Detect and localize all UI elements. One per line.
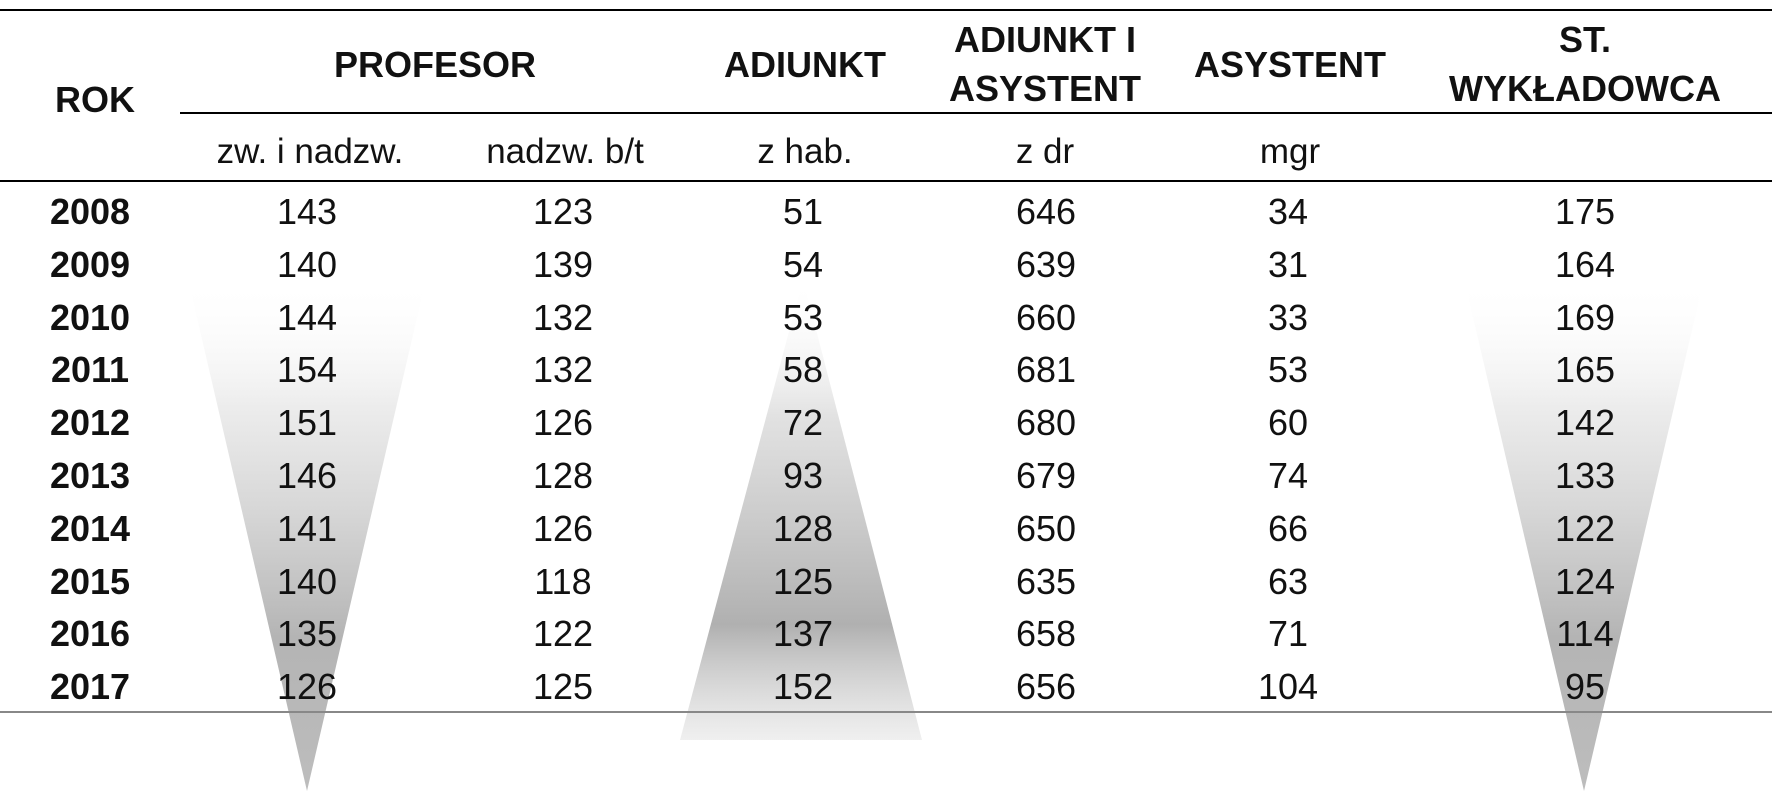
cell-2015-st-wykladowca: 124 bbox=[1554, 560, 1616, 602]
cell-2013-zw-nadzw: 146 bbox=[276, 455, 338, 496]
year-label-2011: 2011 bbox=[50, 349, 130, 391]
cell-2014-nadzw-bt: 126 bbox=[532, 507, 594, 549]
cell-2012-z-dr: 680 bbox=[1015, 402, 1077, 444]
cell-2013-z-dr: 679 bbox=[1015, 455, 1077, 496]
cell-2017-zw-nadzw: 126 bbox=[276, 666, 338, 708]
cell-2008-nadzw-bt: 123 bbox=[532, 191, 594, 232]
cell-2014-st-wykladowca: 122 bbox=[1554, 507, 1616, 549]
cell-2015-nadzw-bt: 118 bbox=[534, 560, 592, 602]
cell-2015-mgr: 63 bbox=[1267, 560, 1309, 602]
sub-header-zw-nadzw: zw. i nadzw. bbox=[216, 132, 404, 171]
cell-2016-nadzw-bt: 122 bbox=[532, 613, 594, 655]
cell-2015-z-hab: 125 bbox=[772, 560, 834, 602]
group-header-st-line2: WYKŁADOWCA bbox=[1449, 68, 1721, 109]
cell-2008-zw-nadzw: 143 bbox=[276, 191, 338, 232]
cell-2013-z-hab: 93 bbox=[782, 455, 824, 496]
cell-2014-z-dr: 650 bbox=[1015, 507, 1077, 549]
cell-2010-zw-nadzw: 144 bbox=[276, 296, 338, 338]
cell-2011-z-dr: 681 bbox=[1015, 349, 1077, 391]
header-mid-rule bbox=[180, 112, 1772, 114]
sub-header-mgr: mgr bbox=[1259, 132, 1321, 171]
cell-2016-zw-nadzw: 135 bbox=[276, 613, 338, 655]
cell-2010-mgr: 33 bbox=[1267, 296, 1309, 338]
cell-2015-zw-nadzw: 140 bbox=[276, 560, 338, 602]
group-header-adiunkt: ADIUNKT bbox=[724, 44, 886, 85]
group-header-adiunkt-asystent-line2: ASYSTENT bbox=[948, 68, 1142, 109]
cell-2009-z-dr: 639 bbox=[1015, 243, 1077, 285]
cell-2012-z-hab: 72 bbox=[782, 402, 824, 444]
year-label-2017: 2017 bbox=[49, 666, 131, 708]
sub-header-nadzw-bt: nadzw. b/t bbox=[486, 132, 644, 171]
cell-2011-mgr: 53 bbox=[1267, 349, 1309, 391]
cell-2014-mgr: 66 bbox=[1267, 507, 1309, 549]
cell-2011-st-wykladowca: 165 bbox=[1554, 349, 1616, 391]
cell-2012-nadzw-bt: 126 bbox=[532, 402, 594, 444]
cell-2010-z-hab: 53 bbox=[782, 296, 824, 338]
year-label-2015: 2015 bbox=[49, 560, 131, 602]
cell-2016-mgr: 71 bbox=[1267, 613, 1309, 655]
cell-2013-nadzw-bt: 128 bbox=[532, 455, 594, 496]
group-header-adiunkt-asystent-line1: ADIUNKT I bbox=[954, 19, 1136, 60]
cell-2013-mgr: 74 bbox=[1267, 455, 1309, 496]
year-label-2008: 2008 bbox=[49, 191, 131, 232]
cell-2016-z-dr: 658 bbox=[1015, 613, 1077, 655]
cell-2009-z-hab: 54 bbox=[782, 243, 824, 285]
sub-header-z-dr: z dr bbox=[1015, 132, 1075, 171]
cell-2017-st-wykladowca: 95 bbox=[1564, 666, 1606, 708]
cell-2011-zw-nadzw: 154 bbox=[276, 349, 338, 391]
cell-2011-nadzw-bt: 132 bbox=[532, 349, 594, 391]
year-label-2013: 2013 bbox=[49, 455, 131, 496]
group-header-asystent: ASYSTENT bbox=[1193, 44, 1387, 85]
cell-2011-z-hab: 58 bbox=[782, 349, 824, 391]
year-label-2012: 2012 bbox=[49, 402, 131, 444]
table-bottom-rule bbox=[0, 711, 1772, 713]
group-header-profesor: PROFESOR bbox=[333, 44, 537, 85]
year-label-2014: 2014 bbox=[49, 507, 131, 549]
year-label-2016: 2016 bbox=[49, 613, 131, 655]
top-rule bbox=[0, 9, 1772, 11]
cell-2015-z-dr: 635 bbox=[1015, 560, 1077, 602]
cell-2012-zw-nadzw: 151 bbox=[276, 402, 338, 444]
sub-header-z-hab: z hab. bbox=[757, 132, 853, 171]
cell-2016-st-wykladowca: 114 bbox=[1556, 613, 1614, 655]
year-label-2010: 2010 bbox=[49, 296, 131, 338]
cell-2010-nadzw-bt: 132 bbox=[532, 296, 594, 338]
cell-2017-z-dr: 656 bbox=[1015, 666, 1077, 708]
cell-2016-z-hab: 137 bbox=[772, 613, 834, 655]
cell-2014-z-hab: 128 bbox=[772, 507, 834, 549]
cell-2009-nadzw-bt: 139 bbox=[532, 243, 594, 285]
cell-2010-z-dr: 660 bbox=[1015, 296, 1077, 338]
cell-2008-z-hab: 51 bbox=[782, 191, 824, 232]
cell-2010-st-wykladowca: 169 bbox=[1554, 296, 1616, 338]
cell-2008-mgr: 34 bbox=[1267, 191, 1309, 232]
cell-2008-st-wykladowca: 175 bbox=[1554, 191, 1616, 232]
cell-2012-st-wykladowca: 142 bbox=[1554, 402, 1616, 444]
cell-2009-mgr: 31 bbox=[1267, 243, 1309, 285]
row-header-rok: ROK bbox=[55, 79, 135, 120]
cell-2014-zw-nadzw: 141 bbox=[276, 507, 338, 549]
cell-2012-mgr: 60 bbox=[1267, 402, 1309, 444]
cell-2009-st-wykladowca: 164 bbox=[1554, 243, 1616, 285]
cell-2013-st-wykladowca: 133 bbox=[1554, 455, 1616, 496]
cell-2017-nadzw-bt: 125 bbox=[532, 666, 594, 708]
cell-2017-z-hab: 152 bbox=[772, 666, 834, 708]
cell-2008-z-dr: 646 bbox=[1015, 191, 1077, 232]
group-header-st-line1: ST. bbox=[1558, 19, 1611, 60]
year-label-2009: 2009 bbox=[49, 243, 131, 285]
cell-2009-zw-nadzw: 140 bbox=[276, 243, 338, 285]
cell-2017-mgr: 104 bbox=[1257, 666, 1319, 708]
header-bottom-rule bbox=[0, 180, 1772, 182]
